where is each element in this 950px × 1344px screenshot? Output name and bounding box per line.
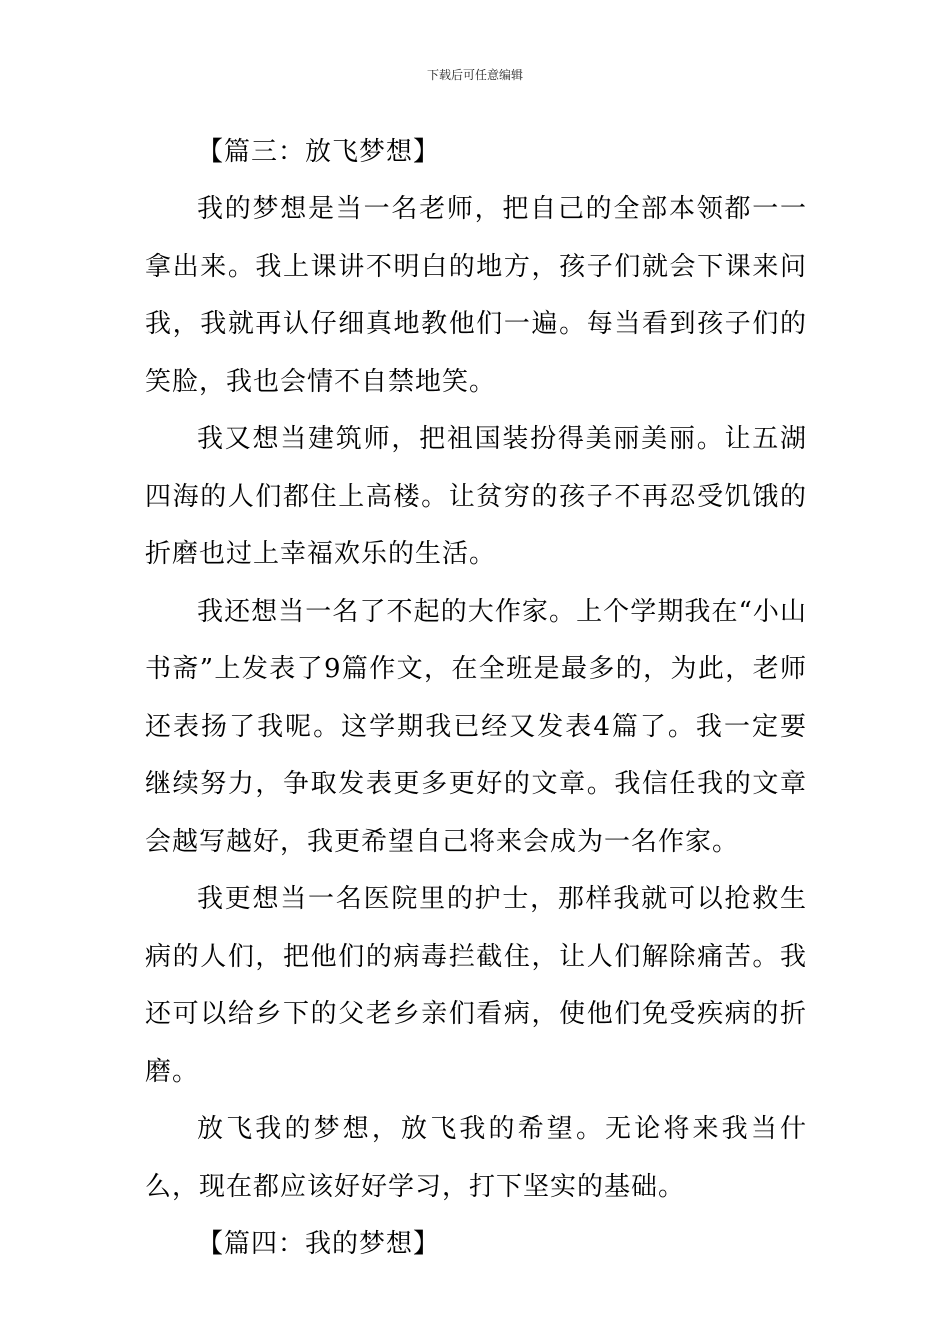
- section-title-4: 【篇四：我的梦想】: [197, 1229, 441, 1259]
- paragraph-nurse: 我更想当一名医院里的护士，那样我就可以抢救生病的人们，把他们的病毒拦截住，让人们解除痛苦。我还可以给乡下的父老乡亲们看病，使他们免受疾病的折磨。: [145, 884, 807, 1087]
- section-title-3: 【篇三：放飞梦想】: [197, 137, 441, 167]
- document-body: [145, 124, 807, 1273]
- page-header-note: 下载后可任意编辑: [426, 68, 523, 82]
- paragraph-writer: 我还想当一名了不起的大作家。上个学期我在“小山书斋”上发表了9篇作文，在全班是最多的，为此，老师还表扬了我呢。这学期我已经又发表4篇了。我一定要继续努力，争取发表更多更好的文章。我信任我的文章会越写越好，我更希望自己将来会成为一名作家。: [145, 596, 807, 857]
- paragraph-conclusion: 放飞我的梦想，放飞我的希望。无论将来我当什么，现在都应该好好学习，打下坚实的基础。: [145, 1114, 807, 1202]
- paragraph-teacher: 我的梦想是当一名老师，把自己的全部本领都一一拿出来。我上课讲不明白的地方，孩子们就会下课来问我，我就再认仔细真地教他们一遍。每当看到孩子们的笑脸，我也会情不自禁地笑。: [145, 194, 807, 397]
- paragraph-architect: 我又想当建筑师，把祖国装扮得美丽美丽。让五湖四海的人们都住上高楼。让贫穷的孩子不再忍受饥饿的折磨也过上幸福欢乐的生活。: [145, 424, 807, 569]
